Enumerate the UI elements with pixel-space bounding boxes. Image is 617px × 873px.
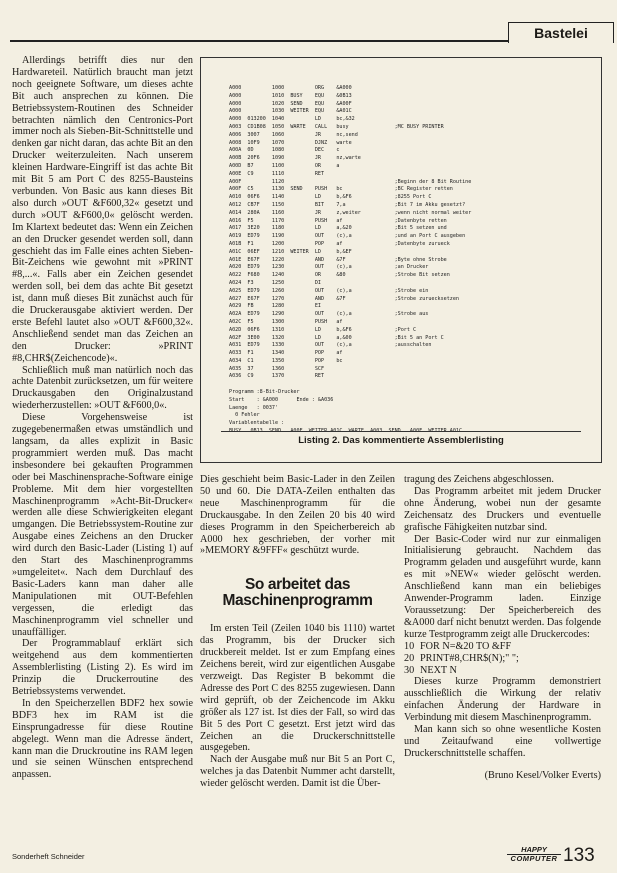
author-credit: (Bruno Kesel/Volker Everts)	[484, 769, 601, 781]
page-number: 133	[563, 845, 595, 866]
code-line-text: FOR N=&20 TO &FF	[420, 640, 512, 652]
code-line-text: NEXT N	[420, 664, 457, 676]
left-paragraph-1: Allerdings betrifft dies nur den Hardwareteil. Natürlich braucht man jetzt noch geeignete Software, um dieses achte Bit auch ansprechen zu können. Die Betriebssystem-Routinen des Schneider betrachten nämlich den Centronics-Port immer noch als Sieben-Bit-Schnittstelle und denken gar nicht daran, das achte Bit an den Drucker weiterzuleiten. Nach unserem kleinen Hardware-Eingriff ist das achte Bit mit Bit 5 am Port C des 8255-Bausteins verbunden. Von Basic aus kann dieses Bit also durch »OUT &F600,32« gesetzt und durch »OUT &F600,0« gelöscht werden. Im Klartext bedeutet das: Wenn ein Zeichen an den Drucker gesendet werden soll, dann geschieht das im Falle eines achten Sieben-Bit-Zeichens wie gewohnt mit »PRINT #8,...«. Falls aber ein Zeichen gesendet werden soll, bei dem das achte Bit gesetzt ist, dann muß dieses Bit zunächst auch für die Druckerausgabe aktiviert werden. Der erste Befehl lautet also »OUT &F600,32«. Anschließend sendet man das Zeichen an den Drucker: »PRINT #8,CHR$(Zeichencode)«.	[12, 55, 193, 364]
test-code-line	[404, 641, 601, 653]
code-line-number: 10	[404, 640, 415, 652]
footer-publication: Sonderheft Schneider	[12, 852, 85, 861]
code-line-number: 20	[404, 652, 415, 664]
test-code-line	[404, 653, 601, 665]
test-code-line	[404, 665, 601, 677]
middle-column	[200, 474, 395, 790]
logo-top-text: HAPPY	[507, 846, 561, 855]
assembler-listing: A000 1000 ORG &A000 A000 1010 BUSY EQU &0B13 A000 1020 SEND EQU &A00F A000 1030 WEITER EQU &A01C A000 013200 1040 LD bc,&32 A003 CD1B08 1050 WARTE CALL busy ;MC BUSY PRINTER A006 3007 1060 JR nc,send A008 10F9 1070 DJNZ warte A00A 0D 1080 DEC c A00B 20F6 1090 JR nz,warte A00D B7 1100 OR a A00E C9 1110 RET A00F 1120 ;Beginn der 8 Bit Routine A00F C5 1130 SEND PUSH bc ;BC Register retten A010 06F6 1140 LD b,&F6 ;8255 Port C A012 CB7F 1150 BIT 7,a ;Bit 7 im Akku gesetzt? A014 280A 1160 JR z,weiter ;wenn nicht normal weiter A016 F5 1170 PUSH af ;Datenbyte retten A017 3E20 1180 LD a,&20 ;Bit 5 setzen und A019 ED79 1190 OUT (c),a ;und an Port C ausgeben A01B F1 1200 POP af ;Datenbyte zurueck A01C 06EF 1210 WEITER LD b,&EF A01E E67F 1220 AND &7F ;Byte ohne Strobe A020 ED79 1230 OUT (c),a ;an Drucker A022 F680 1240 OR &80 ;Strobe Bit setzen A024 F3 1250 DI A025 ED79 1260 OUT (c),a ;Strobe ein A027 E67F 1270 AND &7F ;Strobe zuruecksetzen A029 FB 1280 EI A02A ED79 1290 OUT (c),a ;Strobe aus A02C F5 1300 PUSH af A02D 06F6 1310 LD b,&F6 ;Port C A02F 3E00 1320 LD a,&00 ;Bit 5 an Port C A031 ED79 1330 OUT (c),a ;ausschalten A033 F1 1340 POP af A034 C1 1350 POP bc A035 37 1360 SCF A036 C9 1370 RET Programm :8-Bit-Drucker Start : &A000 Ende : &A036 Laenge : 0037' 0 Fehler Variablentabelle :	[229, 85, 472, 427]
right-paragraph-4: Dieses kurze Programm demonstriert ausschließlich die Wirkung der relativ einfachen Änderung der Hardware in Verbindung mit diesem Maschinenprogramm.	[404, 676, 601, 724]
logo-bottom-text: COMPUTER	[510, 854, 558, 863]
magazine-logo	[507, 846, 561, 864]
left-paragraph-3: Diese Vorgehensweise ist zugegebenermaßen etwas umständlich und langsam, da alles explizit in Basic programmiert werden muß. Das macht insbesondere bei gekauften Programmen oder bei Maschinensprache-Software einige Probleme. Mit dem hier vorgestellten Maschinenprogramm »Acht-Bit-Drucker« werden alle diese Schwierigkeiten elegant umgangen. Die Betriebssystem-Routine zur Ausgabe eines Zeichens an den Drucker wird durch den Basic-Lader (Listing 1) auf den Start des Maschinenprogramms »umgeleitet«. Nach dem Durchlauf des Basic-Laders kann man daher alle Manipulationen mit OUT-Befehlen vergessen, die erledigt das Maschinenprogramm viel schneller und unauffälliger.	[12, 412, 193, 638]
right-column	[404, 474, 601, 782]
right-paragraph-3: Der Basic-Coder wird nur zur einmaligen Initialisierung gebraucht. Nachdem das Programm geladen und ausgeführt wurde, kann es mit »NEW« wieder gelöscht werden. Anschließend kann man ein beliebiges Anwender-Programm laden. Einzige Voraussetzung: Der Speicherbereich des &A000 darf nicht benutzt werden. Das folgende kurze Testprogramm zeigt alle Druckercodes:	[404, 533, 601, 640]
left-paragraph-5: In den Speicherzellen BDF2 hex sowie BDF3 hex im RAM ist die Einsprungadresse für diese Routine abgelegt. Wenn man die Adresse ändert, kann man die Druckroutine ins RAM legen und sie seinen Wünschen entsprechend anpassen.	[12, 697, 193, 781]
left-paragraph-4: Der Programmablauf erklärt sich weitgehend aus dem kommentierten Assemblerlisting (Listing 2). Es wird im Prinzip die Druckerroutine des Betriebssystems verwendet.	[12, 638, 193, 698]
code-line-text: PRINT#8,CHR$(N);" ";	[420, 652, 519, 664]
right-paragraph-1: tragung des Zeichens abgeschlossen.	[404, 474, 554, 485]
right-paragraph-5: Man kann sich so ohne wesentliche Kosten und Zeitaufwand eine vollwertige Druckerschnittstelle schaffen.	[404, 724, 601, 759]
middle-paragraph-2: Nach der Ausgabe muß nur Bit 5 an Port C, welches ja das Datenbit Nummer acht darstellt, wieder gelöscht werden. Damit ist die Über-	[200, 754, 395, 790]
section-tab: Bastelei	[508, 22, 614, 43]
left-column	[12, 55, 193, 781]
left-paragraph-2: Schließlich muß man natürlich noch das achte Datenbit zurücksetzen, um für weitere Druckausgaben den Originalzustand wiederherzustellen: »OUT &F600,0«.	[12, 364, 193, 412]
section-heading: So arbeitet das Maschinenprogramm	[222, 576, 373, 610]
listing-caption: Listing 2. Das kommentierte Assemblerlisting	[298, 435, 504, 446]
middle-paragraph-1: Im ersten Teil (Zeilen 1040 bis 1110) wartet das Programm, bis der Drucker sich druckbereit meldet. Ist er zum Empfang eines Zeichens bereit, wird zur eigentlichen Ausgabe verzweigt. Das Register B bekommt die Adresse des Port C des 8255 zugewiesen. Dann wird geprüft, ob der Zeichencode im Akku größer als 127 ist. Ist dies der Fall, so wird das Bit 5 des Port C gesetzt. Erst jetzt wird das Zeichen an die Druckerschnittstelle ausgegeben.	[200, 623, 395, 754]
right-paragraph-2: Das Programm arbeitet mit jedem Drucker ohne Änderung, wobei nun der gesamte Zeichensatz des Druckers und eventuelle grafische Fähigkeiten nutzbar sind.	[404, 485, 601, 533]
code-line-number: 30	[404, 664, 415, 676]
listing-box	[200, 57, 602, 463]
caption-rule	[221, 431, 581, 432]
middle-intro-paragraph: Dies geschieht beim Basic-Lader in den Zeilen 50 und 60. Die DATA-Zeilen enthalten das neue Maschinenprogramm für die Druckausgabe. In den Zeilen 20 bis 40 wird dieses Programm in den Speicherbereich ab A000 hex geschrieben, der vorher mit »MEMORY &9FFF« geschützt wurde.	[200, 474, 395, 557]
